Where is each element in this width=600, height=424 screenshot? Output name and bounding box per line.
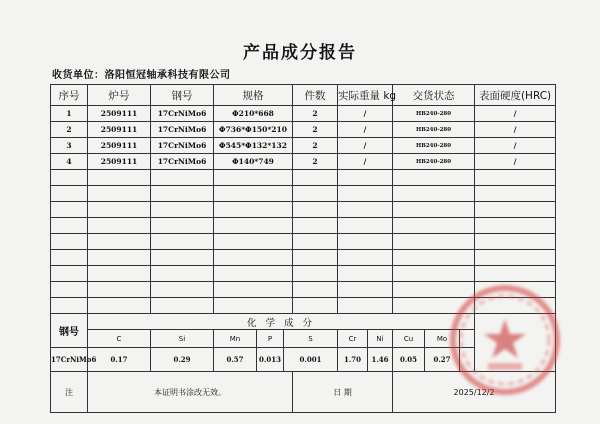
cell-no: 1 bbox=[51, 106, 88, 122]
element-value: 0.001 bbox=[284, 348, 338, 372]
report-title: 产品成分报告 bbox=[243, 43, 357, 63]
empty-row bbox=[51, 170, 556, 186]
cell-heat: 2509111 bbox=[88, 138, 151, 154]
cell-spec: Φ210*668 bbox=[214, 106, 293, 122]
chem-blank-cell bbox=[475, 314, 556, 372]
cell-no: 3 bbox=[51, 138, 88, 154]
element-value: 0.57 bbox=[214, 348, 257, 372]
cell-spec: Φ545*Φ132*132 bbox=[214, 138, 293, 154]
element-label: Cu bbox=[393, 330, 425, 348]
col-header-spec: 规格 bbox=[214, 85, 293, 106]
element-value-blank bbox=[460, 348, 475, 372]
cell-weight: / bbox=[338, 122, 393, 138]
cell-hardness: / bbox=[475, 122, 556, 138]
element-label: Mo bbox=[425, 330, 460, 348]
element-value: 1.46 bbox=[368, 348, 393, 372]
cell-no: 4 bbox=[51, 154, 88, 170]
empty-row bbox=[51, 250, 556, 266]
chem-steel-label: 钢号 bbox=[51, 314, 88, 348]
note-label: 注 bbox=[51, 372, 88, 413]
cell-spec: Φ140*749 bbox=[214, 154, 293, 170]
col-header-hardness: 表面硬度(HRC) bbox=[475, 85, 556, 106]
cell-hardness: / bbox=[475, 138, 556, 154]
report-table bbox=[50, 84, 556, 413]
cell-hardness: / bbox=[475, 154, 556, 170]
element-value: 0.29 bbox=[151, 348, 214, 372]
col-header-qty: 件数 bbox=[293, 85, 338, 106]
footer-row bbox=[51, 372, 556, 413]
element-value: 0.05 bbox=[393, 348, 425, 372]
empty-row bbox=[51, 218, 556, 234]
col-header-delivery: 交货状态 bbox=[393, 85, 475, 106]
empty-row bbox=[51, 202, 556, 218]
consignee-label: 收货单位： bbox=[52, 70, 105, 81]
col-header-no: 序号 bbox=[51, 85, 88, 106]
col-header-heat: 炉号 bbox=[88, 85, 151, 106]
cell-heat: 2509111 bbox=[88, 122, 151, 138]
cell-delivery: HB240-280 bbox=[393, 154, 475, 170]
element-value: 1.70 bbox=[338, 348, 368, 372]
element-label-blank bbox=[460, 330, 475, 348]
cell-grade: 17CrNiMo6 bbox=[151, 154, 214, 170]
date-label: 日 期 bbox=[293, 372, 393, 413]
empty-row bbox=[51, 298, 556, 314]
table-row bbox=[51, 138, 556, 154]
cell-qty: 2 bbox=[293, 122, 338, 138]
cell-weight: / bbox=[338, 106, 393, 122]
chemistry-title-row bbox=[51, 314, 556, 330]
cell-grade: 17CrNiMo6 bbox=[151, 138, 214, 154]
cell-delivery: HB240-280 bbox=[393, 138, 475, 154]
cell-heat: 2509111 bbox=[88, 106, 151, 122]
table-row bbox=[51, 122, 556, 138]
cell-no: 2 bbox=[51, 122, 88, 138]
chem-grade: 17CrNiMo6 bbox=[51, 348, 88, 372]
col-header-weight: 实际重量 kg bbox=[338, 85, 393, 106]
cell-grade: 17CrNiMo6 bbox=[151, 106, 214, 122]
cell-qty: 2 bbox=[293, 154, 338, 170]
element-value: 0.27 bbox=[425, 348, 460, 372]
element-label: C bbox=[88, 330, 151, 348]
cell-weight: / bbox=[338, 138, 393, 154]
cell-delivery: HB240-280 bbox=[393, 122, 475, 138]
element-label: Si bbox=[151, 330, 214, 348]
cell-heat: 2509111 bbox=[88, 154, 151, 170]
element-label: S bbox=[284, 330, 338, 348]
table-row bbox=[51, 106, 556, 122]
table-row bbox=[51, 154, 556, 170]
empty-row bbox=[51, 186, 556, 202]
cell-qty: 2 bbox=[293, 138, 338, 154]
element-value: 0.17 bbox=[88, 348, 151, 372]
empty-row bbox=[51, 266, 556, 282]
empty-row bbox=[51, 282, 556, 298]
col-header-grade: 钢号 bbox=[151, 85, 214, 106]
chem-section-title: 化 学 成 分 bbox=[88, 314, 475, 330]
element-label: Mn bbox=[214, 330, 257, 348]
cell-weight: / bbox=[338, 154, 393, 170]
date-value: 2025/12/2 bbox=[393, 372, 556, 413]
element-value: 0.013 bbox=[257, 348, 284, 372]
element-label: Cr bbox=[338, 330, 368, 348]
consignee-line bbox=[52, 66, 231, 81]
empty-row bbox=[51, 234, 556, 250]
consignee-name: 洛阳恒冠轴承科技有限公司 bbox=[104, 70, 231, 81]
cell-spec: Φ736*Φ150*210 bbox=[214, 122, 293, 138]
cell-delivery: HB240-280 bbox=[393, 106, 475, 122]
note-text: 本证明书涂改无效。 bbox=[88, 372, 293, 413]
element-label: P bbox=[257, 330, 284, 348]
header-row bbox=[51, 85, 556, 106]
cell-grade: 17CrNiMo6 bbox=[151, 122, 214, 138]
cell-qty: 2 bbox=[293, 106, 338, 122]
cell-hardness: / bbox=[475, 106, 556, 122]
element-label: Ni bbox=[368, 330, 393, 348]
